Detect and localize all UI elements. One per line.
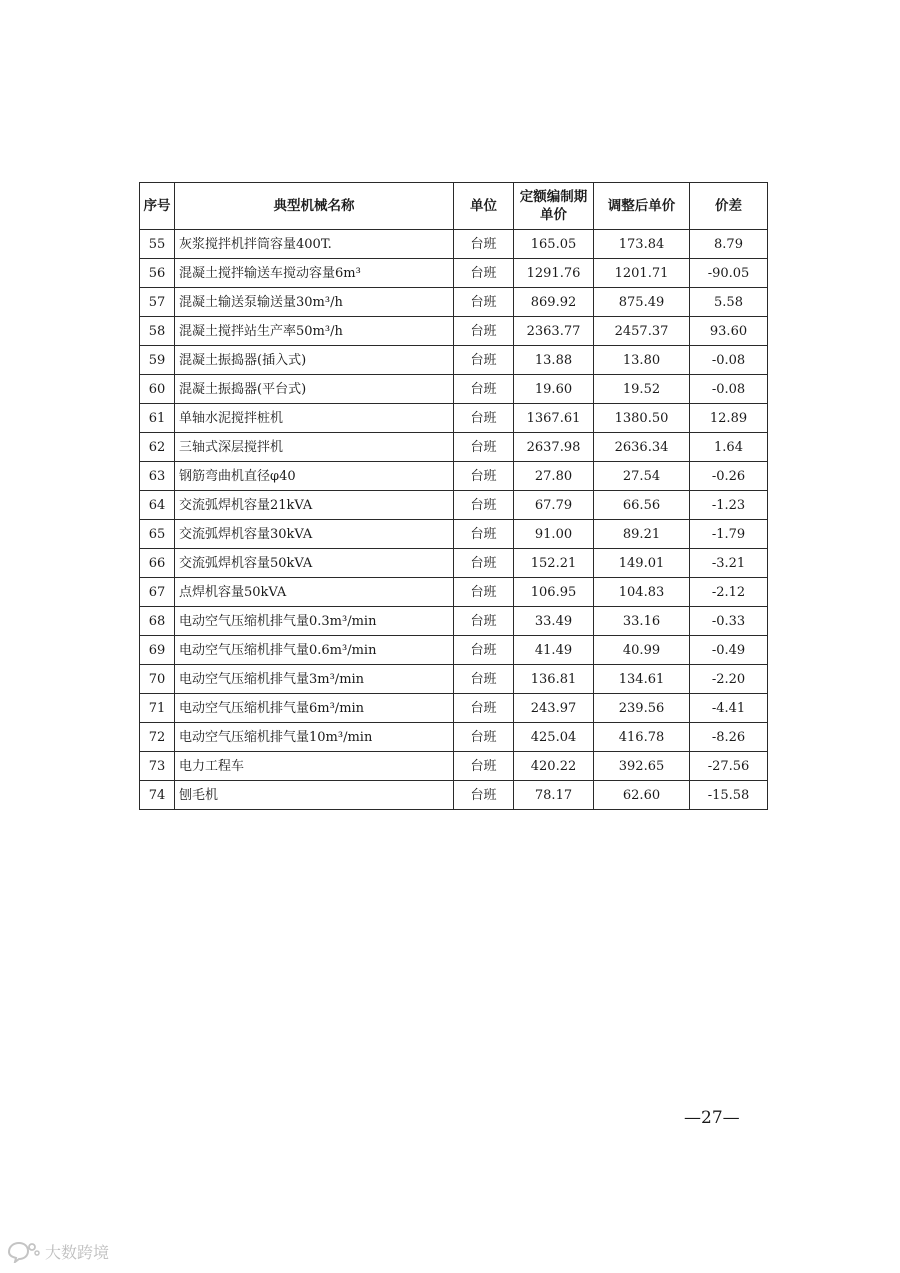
table-body (140, 230, 768, 810)
cell-unit: 台班 (454, 752, 514, 781)
cell-unit: 台班 (454, 636, 514, 665)
header-base-price: 定额编制期单价 (514, 183, 594, 230)
cell-diff: -8.26 (690, 723, 768, 752)
cell-no: 58 (140, 317, 175, 346)
cell-unit: 台班 (454, 433, 514, 462)
cell-unit: 台班 (454, 578, 514, 607)
cell-name: 混凝土振捣器(插入式) (175, 346, 454, 375)
cell-base-price: 78.17 (514, 781, 594, 810)
cell-name: 灰浆搅拌机拌筒容量400T. (175, 230, 454, 259)
cell-adjusted-price: 173.84 (594, 230, 690, 259)
cell-no: 69 (140, 636, 175, 665)
cell-diff: -1.23 (690, 491, 768, 520)
cell-unit: 台班 (454, 230, 514, 259)
cell-no: 63 (140, 462, 175, 491)
table-row (140, 288, 768, 317)
cell-unit: 台班 (454, 259, 514, 288)
cell-name: 三轴式深层搅拌机 (175, 433, 454, 462)
cell-unit: 台班 (454, 549, 514, 578)
cell-name: 电动空气压缩机排气量6m³/min (175, 694, 454, 723)
cell-diff: -0.08 (690, 346, 768, 375)
cell-base-price: 420.22 (514, 752, 594, 781)
cell-diff: -2.20 (690, 665, 768, 694)
cell-name: 单轴水泥搅拌桩机 (175, 404, 454, 433)
cell-name: 混凝土搅拌输送车搅动容量6m³ (175, 259, 454, 288)
cell-base-price: 165.05 (514, 230, 594, 259)
table-row (140, 549, 768, 578)
table-row (140, 723, 768, 752)
cell-diff: -0.33 (690, 607, 768, 636)
cell-base-price: 33.49 (514, 607, 594, 636)
cell-diff: -0.49 (690, 636, 768, 665)
cell-base-price: 152.21 (514, 549, 594, 578)
cell-adjusted-price: 62.60 (594, 781, 690, 810)
header-unit: 单位 (454, 183, 514, 230)
cell-unit: 台班 (454, 317, 514, 346)
table-row (140, 230, 768, 259)
table-row (140, 607, 768, 636)
cell-base-price: 2363.77 (514, 317, 594, 346)
table-row (140, 375, 768, 404)
cell-unit: 台班 (454, 781, 514, 810)
cell-base-price: 41.49 (514, 636, 594, 665)
cell-unit: 台班 (454, 404, 514, 433)
cell-base-price: 1291.76 (514, 259, 594, 288)
watermark (6, 1240, 109, 1263)
cell-diff: 1.64 (690, 433, 768, 462)
cell-no: 57 (140, 288, 175, 317)
table-row (140, 317, 768, 346)
header-adjusted-price: 调整后单价 (594, 183, 690, 230)
cell-name: 刨毛机 (175, 781, 454, 810)
cell-no: 64 (140, 491, 175, 520)
cell-diff: -15.58 (690, 781, 768, 810)
cell-name: 交流弧焊机容量50kVA (175, 549, 454, 578)
cell-diff: -0.08 (690, 375, 768, 404)
cell-base-price: 91.00 (514, 520, 594, 549)
cell-base-price: 1367.61 (514, 404, 594, 433)
cell-no: 61 (140, 404, 175, 433)
cell-adjusted-price: 1380.50 (594, 404, 690, 433)
cell-no: 74 (140, 781, 175, 810)
cell-base-price: 67.79 (514, 491, 594, 520)
table-row (140, 636, 768, 665)
cell-adjusted-price: 239.56 (594, 694, 690, 723)
cell-adjusted-price: 149.01 (594, 549, 690, 578)
cell-diff: 12.89 (690, 404, 768, 433)
cell-name: 混凝土输送泵输送量30m³/h (175, 288, 454, 317)
cell-adjusted-price: 104.83 (594, 578, 690, 607)
table-row (140, 578, 768, 607)
cell-name: 电动空气压缩机排气量3m³/min (175, 665, 454, 694)
cell-adjusted-price: 19.52 (594, 375, 690, 404)
cell-base-price: 27.80 (514, 462, 594, 491)
cell-no: 67 (140, 578, 175, 607)
cell-base-price: 2637.98 (514, 433, 594, 462)
cell-adjusted-price: 27.54 (594, 462, 690, 491)
table-row (140, 491, 768, 520)
cell-diff: -1.79 (690, 520, 768, 549)
cell-name: 电动空气压缩机排气量0.6m³/min (175, 636, 454, 665)
cell-unit: 台班 (454, 723, 514, 752)
header-name: 典型机械名称 (175, 183, 454, 230)
cell-no: 65 (140, 520, 175, 549)
cell-no: 56 (140, 259, 175, 288)
cell-no: 71 (140, 694, 175, 723)
header-no: 序号 (140, 183, 175, 230)
watermark-text: 大数跨境 (45, 1243, 110, 1262)
cell-name: 交流弧焊机容量21kVA (175, 491, 454, 520)
cell-unit: 台班 (454, 491, 514, 520)
table-row (140, 752, 768, 781)
cell-base-price: 19.60 (514, 375, 594, 404)
cell-diff: -0.26 (690, 462, 768, 491)
cell-unit: 台班 (454, 694, 514, 723)
cell-diff: -4.41 (690, 694, 768, 723)
cell-name: 电动空气压缩机排气量10m³/min (175, 723, 454, 752)
cell-base-price: 136.81 (514, 665, 594, 694)
cell-adjusted-price: 392.65 (594, 752, 690, 781)
cell-no: 55 (140, 230, 175, 259)
cell-base-price: 869.92 (514, 288, 594, 317)
cell-adjusted-price: 1201.71 (594, 259, 690, 288)
table-row (140, 665, 768, 694)
cell-unit: 台班 (454, 665, 514, 694)
cell-base-price: 106.95 (514, 578, 594, 607)
cell-adjusted-price: 40.99 (594, 636, 690, 665)
header-diff: 价差 (690, 183, 768, 230)
machine-price-table (139, 182, 768, 810)
cell-no: 66 (140, 549, 175, 578)
cell-diff: -3.21 (690, 549, 768, 578)
chat-bubble-icon (6, 1241, 40, 1263)
cell-diff: -90.05 (690, 259, 768, 288)
cell-base-price: 13.88 (514, 346, 594, 375)
cell-adjusted-price: 2636.34 (594, 433, 690, 462)
cell-adjusted-price: 875.49 (594, 288, 690, 317)
cell-name: 混凝土搅拌站生产率50m³/h (175, 317, 454, 346)
table-header (140, 183, 768, 230)
cell-name: 点焊机容量50kVA (175, 578, 454, 607)
cell-no: 62 (140, 433, 175, 462)
cell-no: 68 (140, 607, 175, 636)
cell-no: 60 (140, 375, 175, 404)
cell-diff: 5.58 (690, 288, 768, 317)
cell-diff: -27.56 (690, 752, 768, 781)
cell-adjusted-price: 89.21 (594, 520, 690, 549)
cell-unit: 台班 (454, 462, 514, 491)
cell-no: 73 (140, 752, 175, 781)
table-row (140, 781, 768, 810)
cell-adjusted-price: 66.56 (594, 491, 690, 520)
cell-unit: 台班 (454, 346, 514, 375)
table-row (140, 404, 768, 433)
cell-base-price: 243.97 (514, 694, 594, 723)
cell-diff: 93.60 (690, 317, 768, 346)
cell-name: 电动空气压缩机排气量0.3m³/min (175, 607, 454, 636)
cell-no: 72 (140, 723, 175, 752)
cell-base-price: 425.04 (514, 723, 594, 752)
cell-unit: 台班 (454, 375, 514, 404)
cell-diff: -2.12 (690, 578, 768, 607)
cell-name: 钢筋弯曲机直径φ40 (175, 462, 454, 491)
table-row (140, 462, 768, 491)
table-row (140, 520, 768, 549)
cell-unit: 台班 (454, 520, 514, 549)
cell-adjusted-price: 134.61 (594, 665, 690, 694)
cell-unit: 台班 (454, 288, 514, 317)
cell-unit: 台班 (454, 607, 514, 636)
table-row (140, 346, 768, 375)
cell-no: 70 (140, 665, 175, 694)
cell-diff: 8.79 (690, 230, 768, 259)
header-row (140, 183, 768, 230)
table-row (140, 259, 768, 288)
cell-adjusted-price: 33.16 (594, 607, 690, 636)
cell-name: 混凝土振捣器(平台式) (175, 375, 454, 404)
cell-name: 交流弧焊机容量30kVA (175, 520, 454, 549)
table-row (140, 694, 768, 723)
page-number: —27— (684, 1108, 740, 1128)
cell-name: 电力工程车 (175, 752, 454, 781)
cell-no: 59 (140, 346, 175, 375)
table-row (140, 433, 768, 462)
cell-adjusted-price: 13.80 (594, 346, 690, 375)
cell-adjusted-price: 2457.37 (594, 317, 690, 346)
cell-adjusted-price: 416.78 (594, 723, 690, 752)
